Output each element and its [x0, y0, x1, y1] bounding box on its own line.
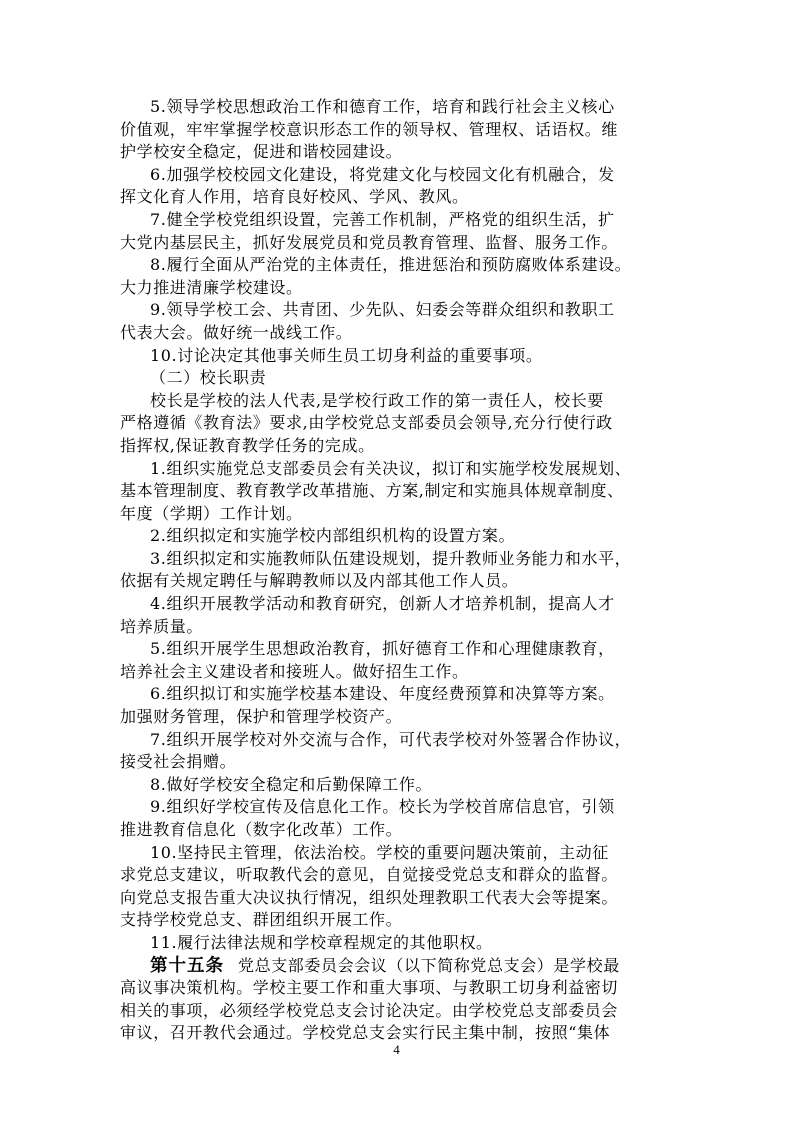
text-line: 基本管理制度、教育教学改革措施、方案,制定和实施具体规章制度、	[120, 481, 624, 501]
text-line: 大力推进清廉学校建设。	[120, 277, 303, 297]
text-line: 10.坚持民主管理，依法治校。学校的重要问题决策前，主动征	[150, 842, 609, 862]
text-line: 代表大会。做好统一战线工作。	[120, 322, 353, 342]
text-line: 6.加强学校校园文化建设，将党建文化与校园文化有机融合，发	[150, 164, 615, 184]
text-line: 求党总支建议，听取教代会的意见，自觉接受党总支和群众的监督。	[120, 865, 619, 885]
text-line: 6.组织拟订和实施学校基本建设、年度经费预算和决算等方案。	[150, 684, 615, 704]
text-line: 挥文化育人作用，培育良好校风、学风、教风。	[120, 187, 469, 207]
text-line: 3.组织拟定和实施教师队伍建设规划，提升教师业务能力和水平，	[150, 548, 632, 568]
text-line: 7.健全学校党组织设置，完善工作机制，严格党的组织生活，扩	[150, 209, 615, 229]
text-line: 5.领导学校思想政治工作和德育工作，培育和践行社会主义核心	[150, 97, 615, 116]
text-line: 培养质量。	[120, 616, 204, 636]
article-first-line	[120, 955, 686, 978]
article-text: 党总支部委员会会议（以下简称党总支会）是学校最	[238, 955, 620, 975]
article-line: 相关的事项，必须经学校党总支会讨论决定。由学校党总支部委员会	[120, 1000, 619, 1020]
text-line: 支持学校党总支、群团组织开展工作。	[120, 910, 403, 930]
text-line: 价值观，牢牢掌握学校意识形态工作的领导权、管理权、话语权。维	[120, 119, 619, 139]
text-line: 7.组织开展学校对外交流与合作，可代表学校对外签署合作协议，	[150, 729, 632, 749]
text-line: 严格遵循《教育法》要求,由学校党总支部委员会领导,充分行使行政	[120, 413, 613, 433]
text-line: 1.组织实施党总支部委员会有关决议，拟订和实施学校发展规划、	[150, 458, 632, 478]
text-line: 护学校安全稳定，促进和谐校园建设。	[120, 142, 403, 162]
text-line: 11.履行法律法规和学校章程规定的其他职权。	[150, 932, 493, 952]
text-line: 加强财务管理，保护和管理学校资产。	[120, 707, 403, 727]
text-line: 9.领导学校工会、共青团、少先队、妇委会等群众组织和教职工	[150, 300, 615, 320]
text-line: 依据有关规定聘任与解聘教师以及内部其他工作人员。	[120, 571, 519, 591]
article-line: 高议事决策机构。学校主要工作和重大事项、与教职工切身利益密切	[120, 978, 619, 998]
text-line: 4.组织开展教学活动和教育研究，创新人才培养机制，提高人才	[150, 594, 615, 614]
page-number: 4	[393, 1042, 400, 1057]
text-line: 10.讨论决定其他事关师生员工切身利益的重要事项。	[150, 345, 543, 365]
text-line: 校长是学校的法人代表,是学校行政工作的第一责任人，校长要	[150, 390, 604, 410]
text-line: 大党内基层民主，抓好发展党员和党员教育管理、监督、服务工作。	[120, 232, 619, 252]
body-text	[120, 96, 686, 1045]
text-line: 向党总支报告重大决议执行情况，组织处理教职工代表大会等提案。	[120, 887, 619, 907]
text-line: 9.组织好学校宣传及信息化工作。校长为学校首席信息官，引领	[150, 797, 615, 817]
text-line: 5.组织开展学生思想政治教育，抓好德育工作和心理健康教育，	[150, 639, 615, 659]
text-line: 2.组织拟定和实施学校内部组织机构的设置方案。	[150, 526, 516, 546]
text-line: 8.做好学校安全稳定和后勤保障工作。	[150, 774, 433, 794]
text-line: 8.履行全面从严治党的主体责任，推进惩治和预防腐败体系建设。	[150, 255, 632, 275]
text-line: 培养社会主义建设者和接班人。做好招生工作。	[120, 661, 469, 681]
text-line: （二）校长职责	[150, 368, 267, 388]
text-line: 推进教育信息化（数字化改革）工作。	[120, 820, 403, 839]
text-line: 接受社会捐赠。	[120, 752, 237, 772]
text-line: 年度（学期）工作计划。	[120, 503, 303, 523]
article-line: 审议，召开教代会通过。学校党总支会实行民主集中制，按照“集体	[120, 1023, 611, 1043]
text-line: 指挥权,保证教育教学任务的完成。	[120, 435, 375, 455]
article-number: 第十五条	[150, 955, 224, 976]
